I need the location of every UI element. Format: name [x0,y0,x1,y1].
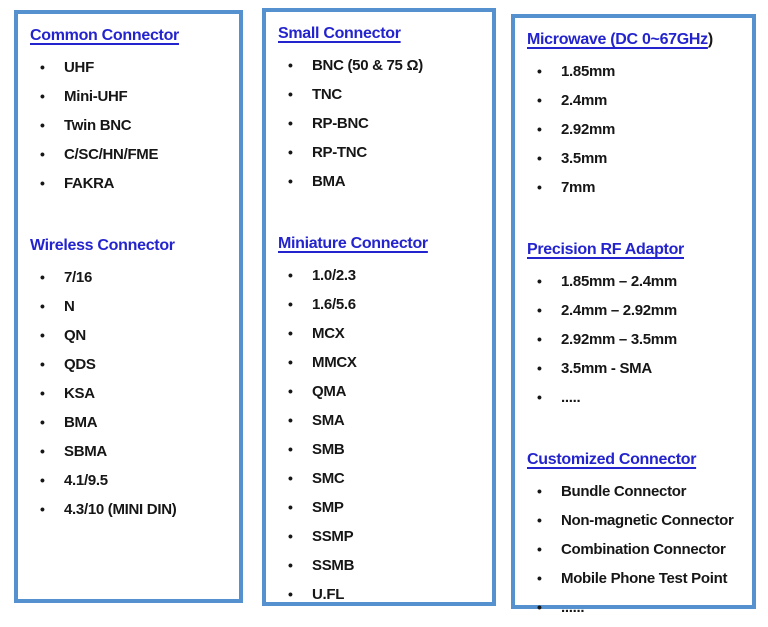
bullet-icon: • [288,528,293,544]
panel-common-wireless [14,10,243,603]
bullet-icon: • [537,389,542,405]
section-title-precision-rf-adaptor [527,238,746,262]
bullet-icon: • [537,512,542,528]
connector-list-microwave [525,57,746,202]
list-item [276,167,486,196]
list-item-label: 4.3/10 (MINI DIN) [64,501,177,518]
bullet-icon: • [537,302,542,318]
list-item-label: QMA [312,383,347,400]
list-item [276,406,486,435]
list-item [525,86,746,115]
list-item-label: RP-BNC [312,115,369,132]
section-title-common-connector [30,24,233,48]
bullet-icon: • [288,470,293,486]
section-title-text: Small Connector [278,25,401,42]
list-item [276,377,486,406]
list-item-label: 7/16 [64,269,92,286]
bullet-icon: • [40,88,45,104]
list-item [28,408,233,437]
section-precision-rf-adaptor [525,238,746,412]
bullet-icon: • [288,173,293,189]
list-item [28,321,233,350]
bullet-icon: • [288,57,293,73]
list-item-label: U.FL [312,586,345,603]
bullet-icon: • [40,59,45,75]
bullet-icon: • [288,144,293,160]
section-title-customized-connector [527,448,746,472]
bullet-icon: • [40,501,45,517]
section-title-suffix: ) [707,31,713,48]
bullet-icon: • [288,325,293,341]
list-item [28,140,233,169]
list-item [276,80,486,109]
list-item-label: 3.5mm - SMA [561,360,652,377]
list-item-label: SMP [312,499,344,516]
bullet-icon: • [288,383,293,399]
bullet-icon: • [288,412,293,428]
list-item-label: 4.1/9.5 [64,472,108,489]
list-item-label: 2.92mm [561,121,616,138]
list-item-label: 2.92mm – 3.5mm [561,331,677,348]
list-item [28,466,233,495]
bullet-icon: • [537,570,542,586]
list-item [525,535,746,564]
list-item-label: 2.4mm [561,92,608,109]
bullet-icon: • [288,557,293,573]
list-item [28,53,233,82]
list-item [28,437,233,466]
list-item-label: Combination Connector [561,541,726,558]
list-item [525,57,746,86]
bullet-icon: • [40,327,45,343]
connector-list-precision-rf-adaptor [525,267,746,412]
list-item [276,464,486,493]
list-item-label: TNC [312,86,342,103]
list-item-label: SMC [312,470,345,487]
list-item [28,495,233,524]
list-item [276,51,486,80]
list-item-label: N [64,298,75,315]
list-item [276,138,486,167]
list-item-label: SSMP [312,528,354,545]
section-wireless-connector [28,234,233,524]
list-item [525,593,746,622]
bullet-icon: • [40,298,45,314]
list-item [28,379,233,408]
list-item-label: FAKRA [64,175,115,192]
bullet-icon: • [288,499,293,515]
section-title-text: Microwave (DC 0~67GHz [527,31,708,48]
bullet-icon: • [288,86,293,102]
list-item [525,267,746,296]
section-title-text: Customized Connector [527,451,697,468]
bullet-icon: • [40,175,45,191]
bullet-icon: • [288,296,293,312]
list-item [525,296,746,325]
list-item-label: Bundle Connector [561,483,687,500]
list-item [28,111,233,140]
panel-microwave-precision-customized [511,14,756,616]
section-title-wireless-connector [30,234,233,258]
bullet-icon: • [537,179,542,195]
list-item [525,325,746,354]
list-item-label: 1.85mm – 2.4mm [561,273,677,290]
list-item-label: BMA [64,414,98,431]
list-item [276,493,486,522]
connector-list-small-connector [276,51,486,196]
list-item-label: BMA [312,173,346,190]
bullet-icon: • [40,146,45,162]
bullet-icon: • [537,331,542,347]
list-item-label: ..... [561,389,581,406]
connector-list-customized-connector [525,477,746,622]
bullet-icon: • [537,92,542,108]
bullet-icon: • [288,267,293,283]
list-item [525,383,746,412]
section-microwave [525,28,746,202]
connector-list-wireless-connector [28,263,233,524]
section-title-text: Miniature Connector [278,235,428,252]
list-item [525,564,746,593]
list-item-label: SMA [312,412,345,429]
list-item-label: C/SC/HN/FME [64,146,159,163]
list-item [276,319,486,348]
list-item-label: 1.6/5.6 [312,296,356,313]
bullet-icon: • [537,599,542,615]
list-item [276,435,486,464]
list-item-label: Twin BNC [64,117,132,134]
list-item-label: 2.4mm – 2.92mm [561,302,677,319]
section-title-microwave [527,28,746,52]
list-item [525,115,746,144]
bullet-icon: • [40,269,45,285]
section-title-text: Precision RF Adaptor [527,241,684,258]
list-item [276,551,486,580]
list-item-label: Mobile Phone Test Point [561,570,728,587]
list-item [276,348,486,377]
section-small-connector [276,22,486,196]
list-item-label: Mini-UHF [64,88,128,105]
connector-list-miniature-connector [276,261,486,609]
section-common-connector [28,24,233,198]
bullet-icon: • [537,483,542,499]
bullet-icon: • [40,117,45,133]
list-item-label: 3.5mm [561,150,608,167]
bullet-icon: • [288,586,293,602]
list-item-label: QDS [64,356,96,373]
bullet-icon: • [537,63,542,79]
list-item-label: ...... [561,599,585,616]
bullet-icon: • [288,441,293,457]
list-item [28,292,233,321]
list-item-label: 1.85mm [561,63,616,80]
list-item [276,261,486,290]
list-item-label: MCX [312,325,345,342]
list-item-label: RP-TNC [312,144,367,161]
list-item [276,290,486,319]
section-title-small-connector [278,22,486,46]
bullet-icon: • [537,360,542,376]
bullet-icon: • [40,443,45,459]
bullet-icon: • [40,385,45,401]
list-item [276,522,486,551]
list-item [276,580,486,609]
bullet-icon: • [537,150,542,166]
bullet-icon: • [288,354,293,370]
section-title-text: Common Connector [30,27,179,44]
connector-list-common-connector [28,53,233,198]
list-item-label: SBMA [64,443,107,460]
list-item-label: QN [64,327,86,344]
section-title-miniature-connector [278,232,486,256]
list-item [276,109,486,138]
list-item-label: UHF [64,59,94,76]
list-item [28,82,233,111]
bullet-icon: • [40,356,45,372]
list-item-label: Non-magnetic Connector [561,512,734,529]
section-miniature-connector [276,232,486,609]
list-item-label: 1.0/2.3 [312,267,356,284]
list-item-label: 7mm [561,179,596,196]
list-item [525,506,746,535]
bullet-icon: • [537,541,542,557]
bullet-icon: • [40,414,45,430]
list-item [28,169,233,198]
list-item [525,477,746,506]
list-item [28,350,233,379]
panel-small-miniature [262,8,496,606]
list-item [525,173,746,202]
list-item-label: SSMB [312,557,355,574]
list-item-label: MMCX [312,354,357,371]
section-customized-connector [525,448,746,622]
list-item [525,144,746,173]
section-title-text: Wireless Connector [30,237,175,254]
bullet-icon: • [537,273,542,289]
bullet-icon: • [537,121,542,137]
list-item [525,354,746,383]
list-item-label: BNC (50 & 75 Ω) [312,57,423,74]
list-item-label: SMB [312,441,345,458]
list-item [28,263,233,292]
bullet-icon: • [288,115,293,131]
bullet-icon: • [40,472,45,488]
list-item-label: KSA [64,385,95,402]
